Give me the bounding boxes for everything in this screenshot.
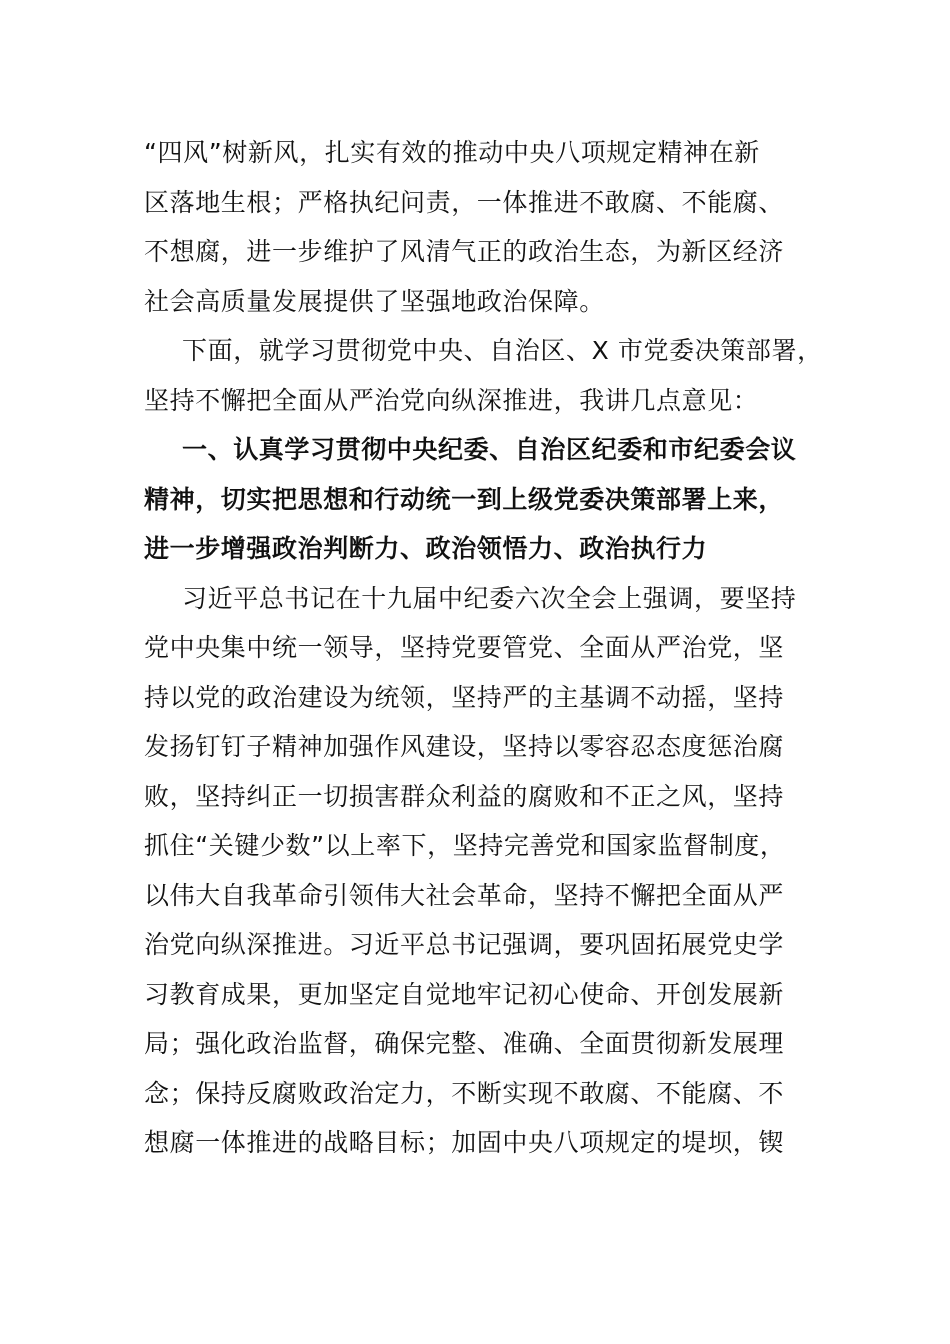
paragraph-line: 发扬钉钉子精神加强作风建设，坚持以零容忍态度惩治腐 bbox=[144, 732, 785, 761]
paragraph-line: “四风”树新风，扎实有效的推动中央八项规定精神在新 bbox=[144, 138, 760, 167]
paragraph-line: 坚持不懈把全面从严治党向纵深推进，我讲几点意见： bbox=[144, 385, 759, 415]
section-heading-line: 精神，切实把思想和行动统一到上级党委决策部署上来， bbox=[144, 484, 785, 514]
paragraph-line: 区落地生根；严格执纪问责，一体推进不敢腐、不能腐、 bbox=[144, 187, 785, 217]
paragraph-line: 不想腐，进一步维护了风清气正的政治生态，为新区经济 bbox=[144, 237, 785, 266]
paragraph-line: 想腐一体推进的战略目标；加固中央八项规定的堤坝，锲 bbox=[144, 1128, 785, 1157]
paragraph-line: 念；保持反腐败政治定力，不断实现不敢腐、不能腐、不 bbox=[144, 1078, 785, 1108]
section-heading-line: 进一步增强政治判断力、政治领悟力、政治执行力 bbox=[144, 534, 708, 563]
section-heading-line: 一、认真学习贯彻中央纪委、自治区纪委和市纪委会议 bbox=[182, 435, 797, 464]
paragraph-line: 习教育成果，更加坚定自觉地牢记初心使命、开创发展新 bbox=[144, 979, 785, 1009]
paragraph-line: 社会高质量发展提供了坚强地政治保障。 bbox=[144, 286, 605, 316]
paragraph-line: 局；强化政治监督，确保完整、准确、全面贯彻新发展理 bbox=[144, 1029, 785, 1058]
paragraph-line: 抓住“关键少数”以上率下，坚持完善党和国家监督制度， bbox=[144, 831, 786, 860]
document-body bbox=[144, 128, 823, 1168]
paragraph-line: 败，坚持纠正一切损害群众利益的腐败和不正之风，坚持 bbox=[144, 781, 785, 811]
paragraph-line: 党中央集中统一领导，坚持党要管党、全面从严治党，坚 bbox=[144, 633, 785, 662]
paragraph-line: 治党向纵深推进。习近平总书记强调，要巩固拓展党史学 bbox=[144, 930, 785, 959]
paragraph-line: 习近平总书记在十九届中纪委六次全会上强调，要坚持 bbox=[182, 583, 797, 613]
paragraph-line: 下面，就学习贯彻党中央、自治区、X 市党委决策部署， bbox=[182, 336, 823, 365]
paragraph-line: 以伟大自我革命引领伟大社会革命，坚持不懈把全面从严 bbox=[144, 880, 785, 910]
paragraph-line: 持以党的政治建设为统领，坚持严的主基调不动摇，坚持 bbox=[144, 682, 785, 712]
